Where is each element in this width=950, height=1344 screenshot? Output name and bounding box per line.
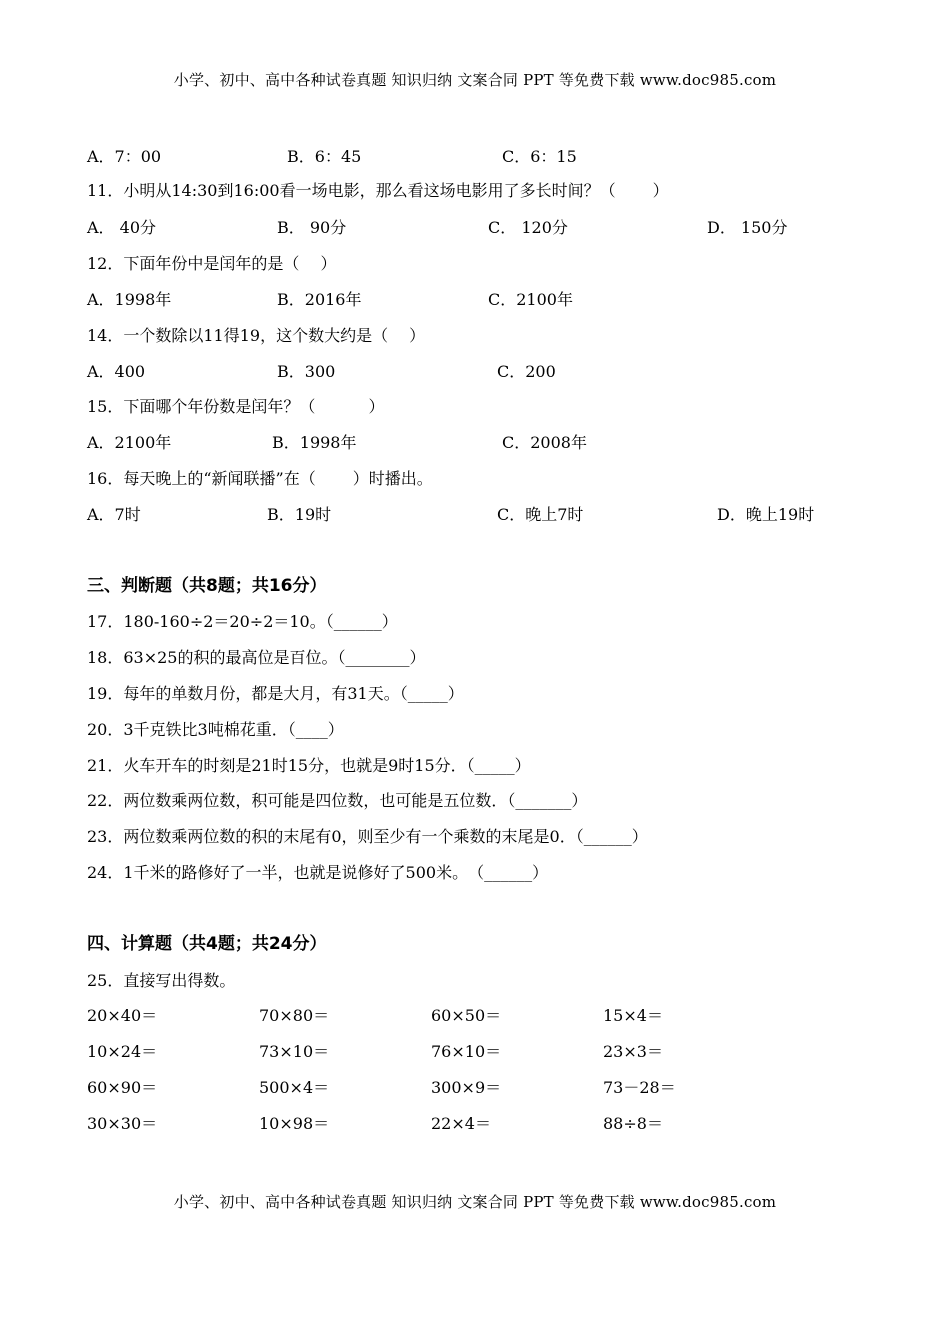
- calc-item: 73－28＝: [603, 1078, 676, 1097]
- q12-option-c: C．2100年: [488, 290, 573, 309]
- q24: 24．1千米的路修好了一半，也就是说修好了500米。 （______）: [87, 863, 549, 882]
- calc-item: 88÷8＝: [603, 1114, 663, 1133]
- calc-item: 60×90＝: [87, 1078, 158, 1097]
- q16-option-c: C．晚上7时: [497, 505, 584, 524]
- q14-option-b: B．300: [277, 362, 336, 381]
- q11-stem: 11．小明从14:30到16:00看一场电影，那么看这场电影用了多长时间？（ ）: [87, 181, 669, 200]
- q15-option-a: A．2100年: [87, 433, 172, 452]
- q14-option-c: C．200: [497, 362, 556, 381]
- q15-stem: 15．下面哪个年份数是闰年？（ ）: [87, 397, 385, 416]
- page-header: 小学、初中、高中各种试卷真题 知识归纳 文案合同 PPT 等免费下载 www.doc985.com: [173, 71, 777, 89]
- calc-item: 70×80＝: [259, 1006, 330, 1025]
- q25-stem: 25．直接写出得数。: [87, 971, 236, 990]
- q10-option-c: C．6：15: [502, 147, 577, 166]
- q11-option-c: C． 120分: [488, 218, 568, 237]
- calc-item: 20×40＝: [87, 1006, 158, 1025]
- section-3-title: 三、判断题（共8题；共16分）: [87, 576, 327, 596]
- calc-item: 60×50＝: [431, 1006, 502, 1025]
- q21: 21．火车开车的时刻是21时15分，也就是9时15分．（_____）: [87, 756, 531, 775]
- calc-item: 22×4＝: [431, 1114, 491, 1133]
- q17: 17．180-160÷2＝20÷2＝10。（______）: [87, 612, 398, 631]
- q12-stem: 12．下面年份中是闰年的是（ ）: [87, 254, 337, 273]
- q16-option-a: A．7时: [87, 505, 141, 524]
- q10-option-a: A．7：00: [87, 147, 162, 166]
- calc-item: 15×4＝: [603, 1006, 663, 1025]
- q11-option-d: D． 150分: [707, 218, 788, 237]
- q10-option-b: B．6：45: [287, 147, 362, 166]
- q11-option-b: B． 90分: [277, 218, 347, 237]
- q20: 20．3千克铁比3吨棉花重．（____）: [87, 720, 344, 739]
- q22: 22．两位数乘两位数，积可能是四位数，也可能是五位数．（_______）: [87, 791, 588, 810]
- calc-item: 10×24＝: [87, 1042, 158, 1061]
- q15-option-c: C．2008年: [502, 433, 587, 452]
- q11-option-a: A． 40分: [87, 218, 157, 237]
- page-footer: 小学、初中、高中各种试卷真题 知识归纳 文案合同 PPT 等免费下载 www.doc985.com: [173, 1193, 777, 1211]
- calc-item: 10×98＝: [259, 1114, 330, 1133]
- calc-item: 500×4＝: [259, 1078, 330, 1097]
- calc-item: 30×30＝: [87, 1114, 158, 1133]
- section-4-title: 四、计算题（共4题；共24分）: [87, 934, 327, 954]
- calc-item: 73×10＝: [259, 1042, 330, 1061]
- q14-option-a: A．400: [87, 362, 146, 381]
- q16-stem: 16．每天晚上的“新闻联播”在（ ）时播出。: [87, 469, 433, 488]
- q16-option-d: D．晚上19时: [717, 505, 815, 524]
- calc-item: 300×9＝: [431, 1078, 502, 1097]
- calc-item: 23×3＝: [603, 1042, 663, 1061]
- calc-item: 76×10＝: [431, 1042, 502, 1061]
- q12-option-b: B．2016年: [277, 290, 362, 309]
- q23: 23．两位数乘两位数的积的末尾有0，则至少有一个乘数的末尾是0．（______）: [87, 827, 648, 846]
- q14-stem: 14．一个数除以11得19，这个数大约是（ ）: [87, 326, 426, 345]
- q12-option-a: A．1998年: [87, 290, 172, 309]
- q19: 19．每年的单数月份，都是大月，有31天。（_____）: [87, 684, 464, 703]
- q15-option-b: B．1998年: [272, 433, 357, 452]
- q18: 18．63×25的积的最高位是百位。（________）: [87, 648, 426, 667]
- q16-option-b: B．19时: [267, 505, 332, 524]
